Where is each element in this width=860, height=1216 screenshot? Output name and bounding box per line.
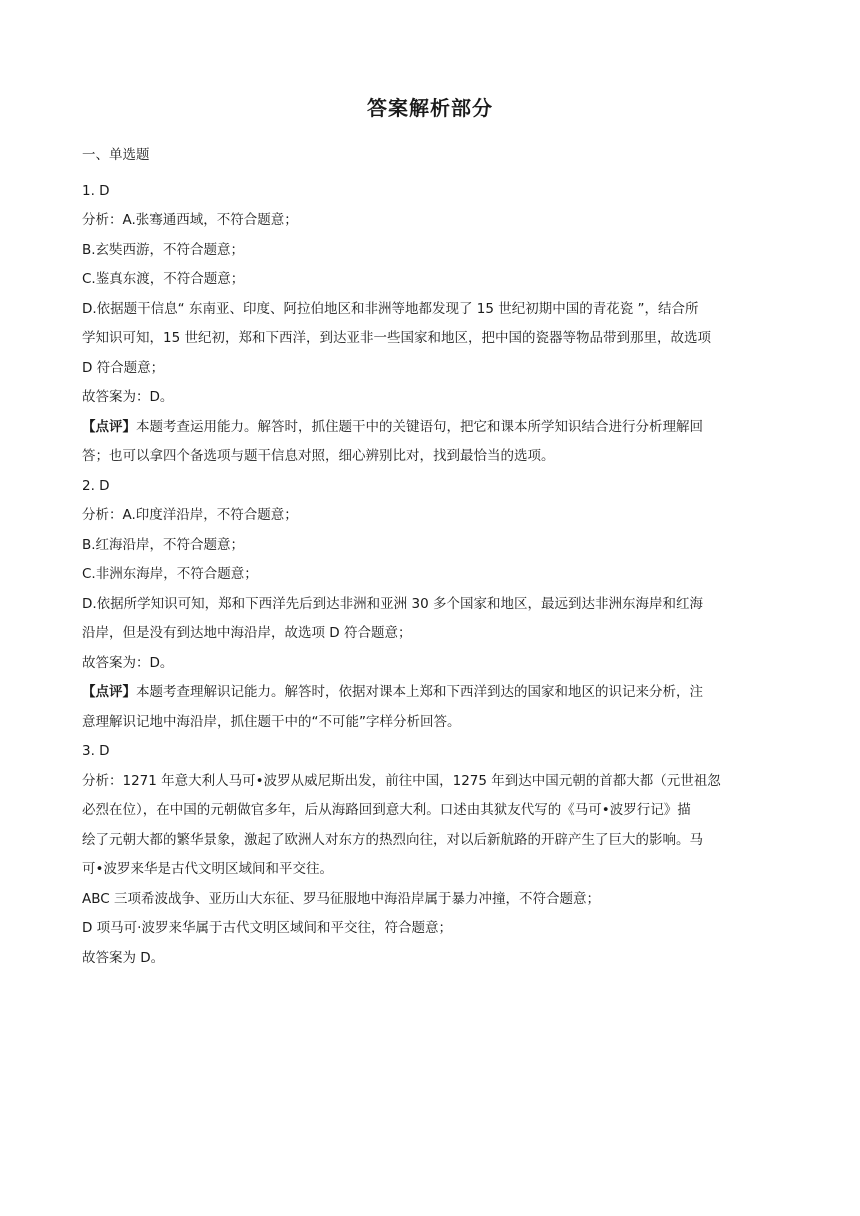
comment-tag: 【点评】 [82,418,136,435]
q2-analysis-c: C.非洲东海岸，不符合题意； [82,566,258,582]
q2-answer-number: 2. D [82,477,110,494]
q2-analysis-d-line2: 沿岸，但是没有到达地中海沿岸，故选项 D 符合题意； [82,625,412,641]
q1-final-answer: 故答案为：D。 [82,389,174,405]
q3-analysis-line3: 绘了元朝大都的繁华景象，激起了欧洲人对东方的热烈向往，对以后新航路的开辟产生了巨大的影响。马 [82,831,703,848]
q1-analysis-d-line3: D 符合题意； [82,359,165,376]
q3-final-answer: 故答案为 D。 [82,949,165,966]
q2-comment-line2: 意理解识记地中海沿岸，抓住题干中的“不可能”字样分析回答。 [82,713,461,730]
q1-answer-number: 1. D [82,182,110,199]
comment-tag: 【点评】 [82,684,136,700]
q2-analysis-d-line1: D.依据所学知识可知，郑和下西洋先后到达非洲和亚洲 30 多个国家和地区，最远到达非洲东海岸和红海 [82,595,703,612]
q1-analysis-d-line2: 学知识可知，15 世纪初，郑和下西洋，到达亚非一些国家和地区，把中国的瓷器等物品带到那里，故选项 [82,330,711,346]
q3-analysis-line1: 分析：1271 年意大利人马可•波罗从威尼斯出发，前往中国，1275 年到达中国元朝的首都大都（元世祖忽 [82,772,721,789]
q2-final-answer: 故答案为：D。 [82,654,174,671]
q1-analysis-b: B.玄奘西游，不符合题意； [82,241,245,258]
q3-option-abc: ABC 三项希波战争、亚历山大东征、罗马征服地中海沿岸属于暴力冲撞，不符合题意； [82,890,600,907]
page-title: 答案解析部分 [367,96,493,120]
q2-analysis-b: B.红海沿岸，不符合题意； [82,536,245,553]
q1-analysis-c: C.鉴真东渡，不符合题意； [82,271,245,287]
comment-text: 本题考查理解识记能力。解答时，依据对课本上郑和下西洋到达的国家和地区的识记来分析，注 [136,684,703,700]
q3-analysis-line4: 可•波罗来华是古代文明区域间和平交往。 [82,861,333,877]
q2-comment-line1 [82,678,782,708]
q1-comment-line2: 答；也可以拿四个备选项与题干信息对照，细心辨别比对，找到最恰当的选项。 [82,448,555,464]
q1-analysis-d-line1: D.依据题干信息“ 东南亚、印度、阿拉伯地区和非洲等地都发现了 15 世纪初期中国的青花瓷 ”，结合所 [82,300,699,317]
q1-comment-line1 [82,413,782,443]
section-heading: 一、单选题 [82,147,150,163]
q2-analysis-a: 分析：A.印度洋沿岸，不符合题意； [82,507,298,523]
q3-answer-number: 3. D [82,743,110,759]
answer-content [82,141,782,973]
q3-option-d: D 项马可·波罗来华属于古代文明区域间和平交往，符合题意； [82,920,452,936]
comment-text: 本题考查运用能力。解答时，抓住题干中的关键语句，把它和课本所学知识结合进行分析理解回 [136,418,703,435]
q1-analysis-a: 分析：A.张骞通西域，不符合题意； [82,212,298,228]
q3-analysis-line2: 必烈在位），在中国的元朝做官多年，后从海路回到意大利。口述由其狱友代写的《马可•波罗行记》描 [82,802,691,818]
